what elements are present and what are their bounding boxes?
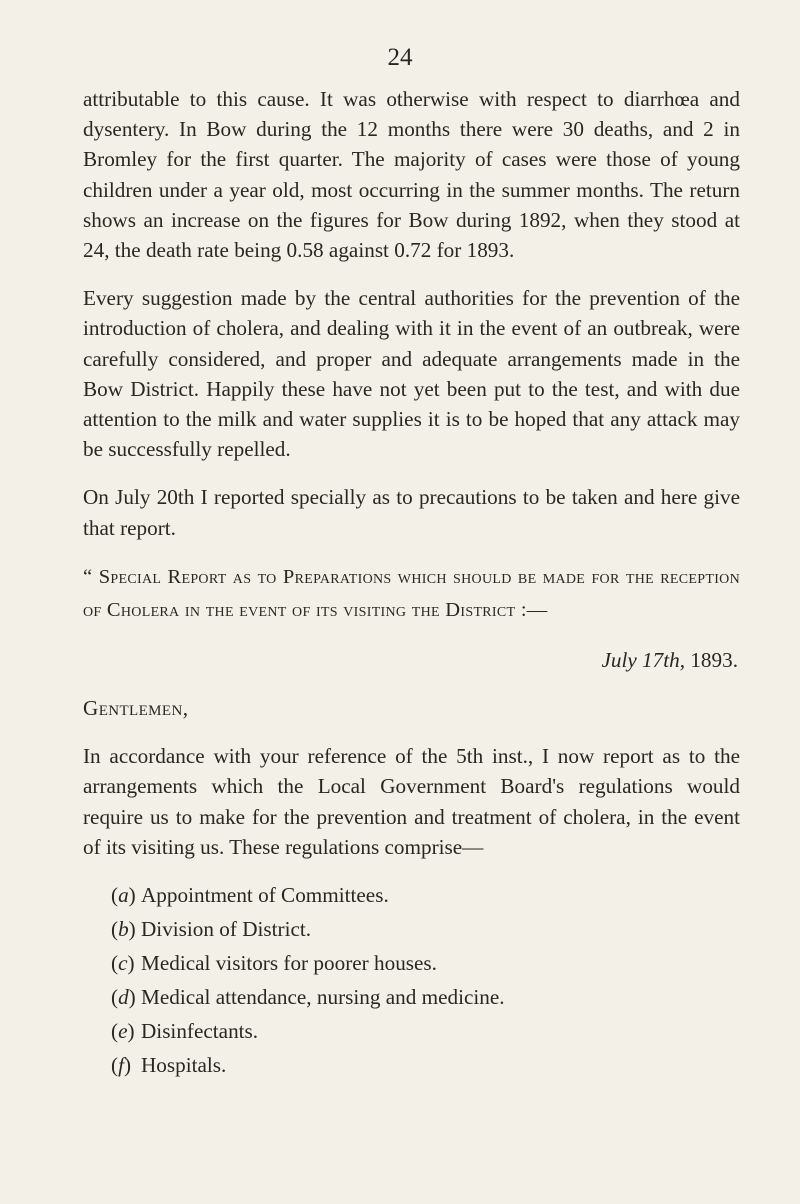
- body-text: [83, 84, 740, 1084]
- regulation-text: Disinfectants.: [141, 1019, 259, 1044]
- regulation-item: [111, 1016, 740, 1046]
- report-date: [83, 645, 740, 675]
- paragraph-diarrhoea: attributable to this cause. It was otherwise with respect to diarrhœa and dysentery. In Bow during the 12 months there were 30 deaths, and 2 in Bromley for the first quarter. The majority of cases were those of young children under a year old, most occurring in the summer months. The return shows an increase on the figures for Bow during 1892, when they stood at 24, the death rate being 0.58 against 0.72 for 1893.: [83, 87, 740, 263]
- regulation-item: [111, 948, 740, 978]
- regulations-list: [83, 880, 740, 1080]
- regulation-item: [111, 914, 740, 944]
- special-report-heading: “ Special Report as to Preparations which should be made for the reception of Cholera in the event of its visiting the District :—: [83, 565, 740, 621]
- paragraph-july-report: On July 20th I reported specially as to precautions to be taken and here give that report.: [83, 485, 740, 540]
- regulation-text: Division of District.: [141, 917, 312, 942]
- page-number: 24: [387, 44, 413, 71]
- regulation-text: Appointment of Committees.: [141, 883, 389, 908]
- letter-paragraph: In accordance with your reference of the 5th inst., I now report as to the arrangements which the Local Government Board's regulations would require us to make for the prevention and treatment of cholera, in the event of its visiting us. These regulations comprise—: [83, 744, 740, 859]
- salutation: Gentlemen,: [83, 696, 189, 721]
- regulation-letter: (e): [111, 1019, 135, 1044]
- paragraph-cholera-precautions: Every suggestion made by the central authorities for the prevention of the introduction of cholera, and dealing with it in the event of an outbreak, were carefully considered, and proper and adequate arrangements made in the Bow District. Happily these have not yet been put to the test, and with due attention to the milk and water supplies it is to be hoped that any attack may be successfully repelled.: [83, 286, 740, 462]
- regulation-item: [111, 982, 740, 1012]
- regulation-text: Medical visitors for poorer houses.: [141, 951, 437, 976]
- regulation-item: [111, 1050, 740, 1080]
- regulation-letter: (b): [111, 917, 136, 942]
- regulation-text: Medical attendance, nursing and medicine.: [141, 985, 505, 1010]
- regulation-letter: (a): [111, 883, 136, 908]
- regulation-letter: (d): [111, 985, 136, 1010]
- report-date-year: 1893.: [690, 647, 738, 672]
- report-date-day: July 17th,: [601, 647, 686, 672]
- regulation-letter: (c): [111, 951, 135, 976]
- regulation-letter: (f): [111, 1053, 132, 1078]
- regulation-text: Hospitals.: [141, 1053, 227, 1078]
- regulation-item: [111, 880, 740, 910]
